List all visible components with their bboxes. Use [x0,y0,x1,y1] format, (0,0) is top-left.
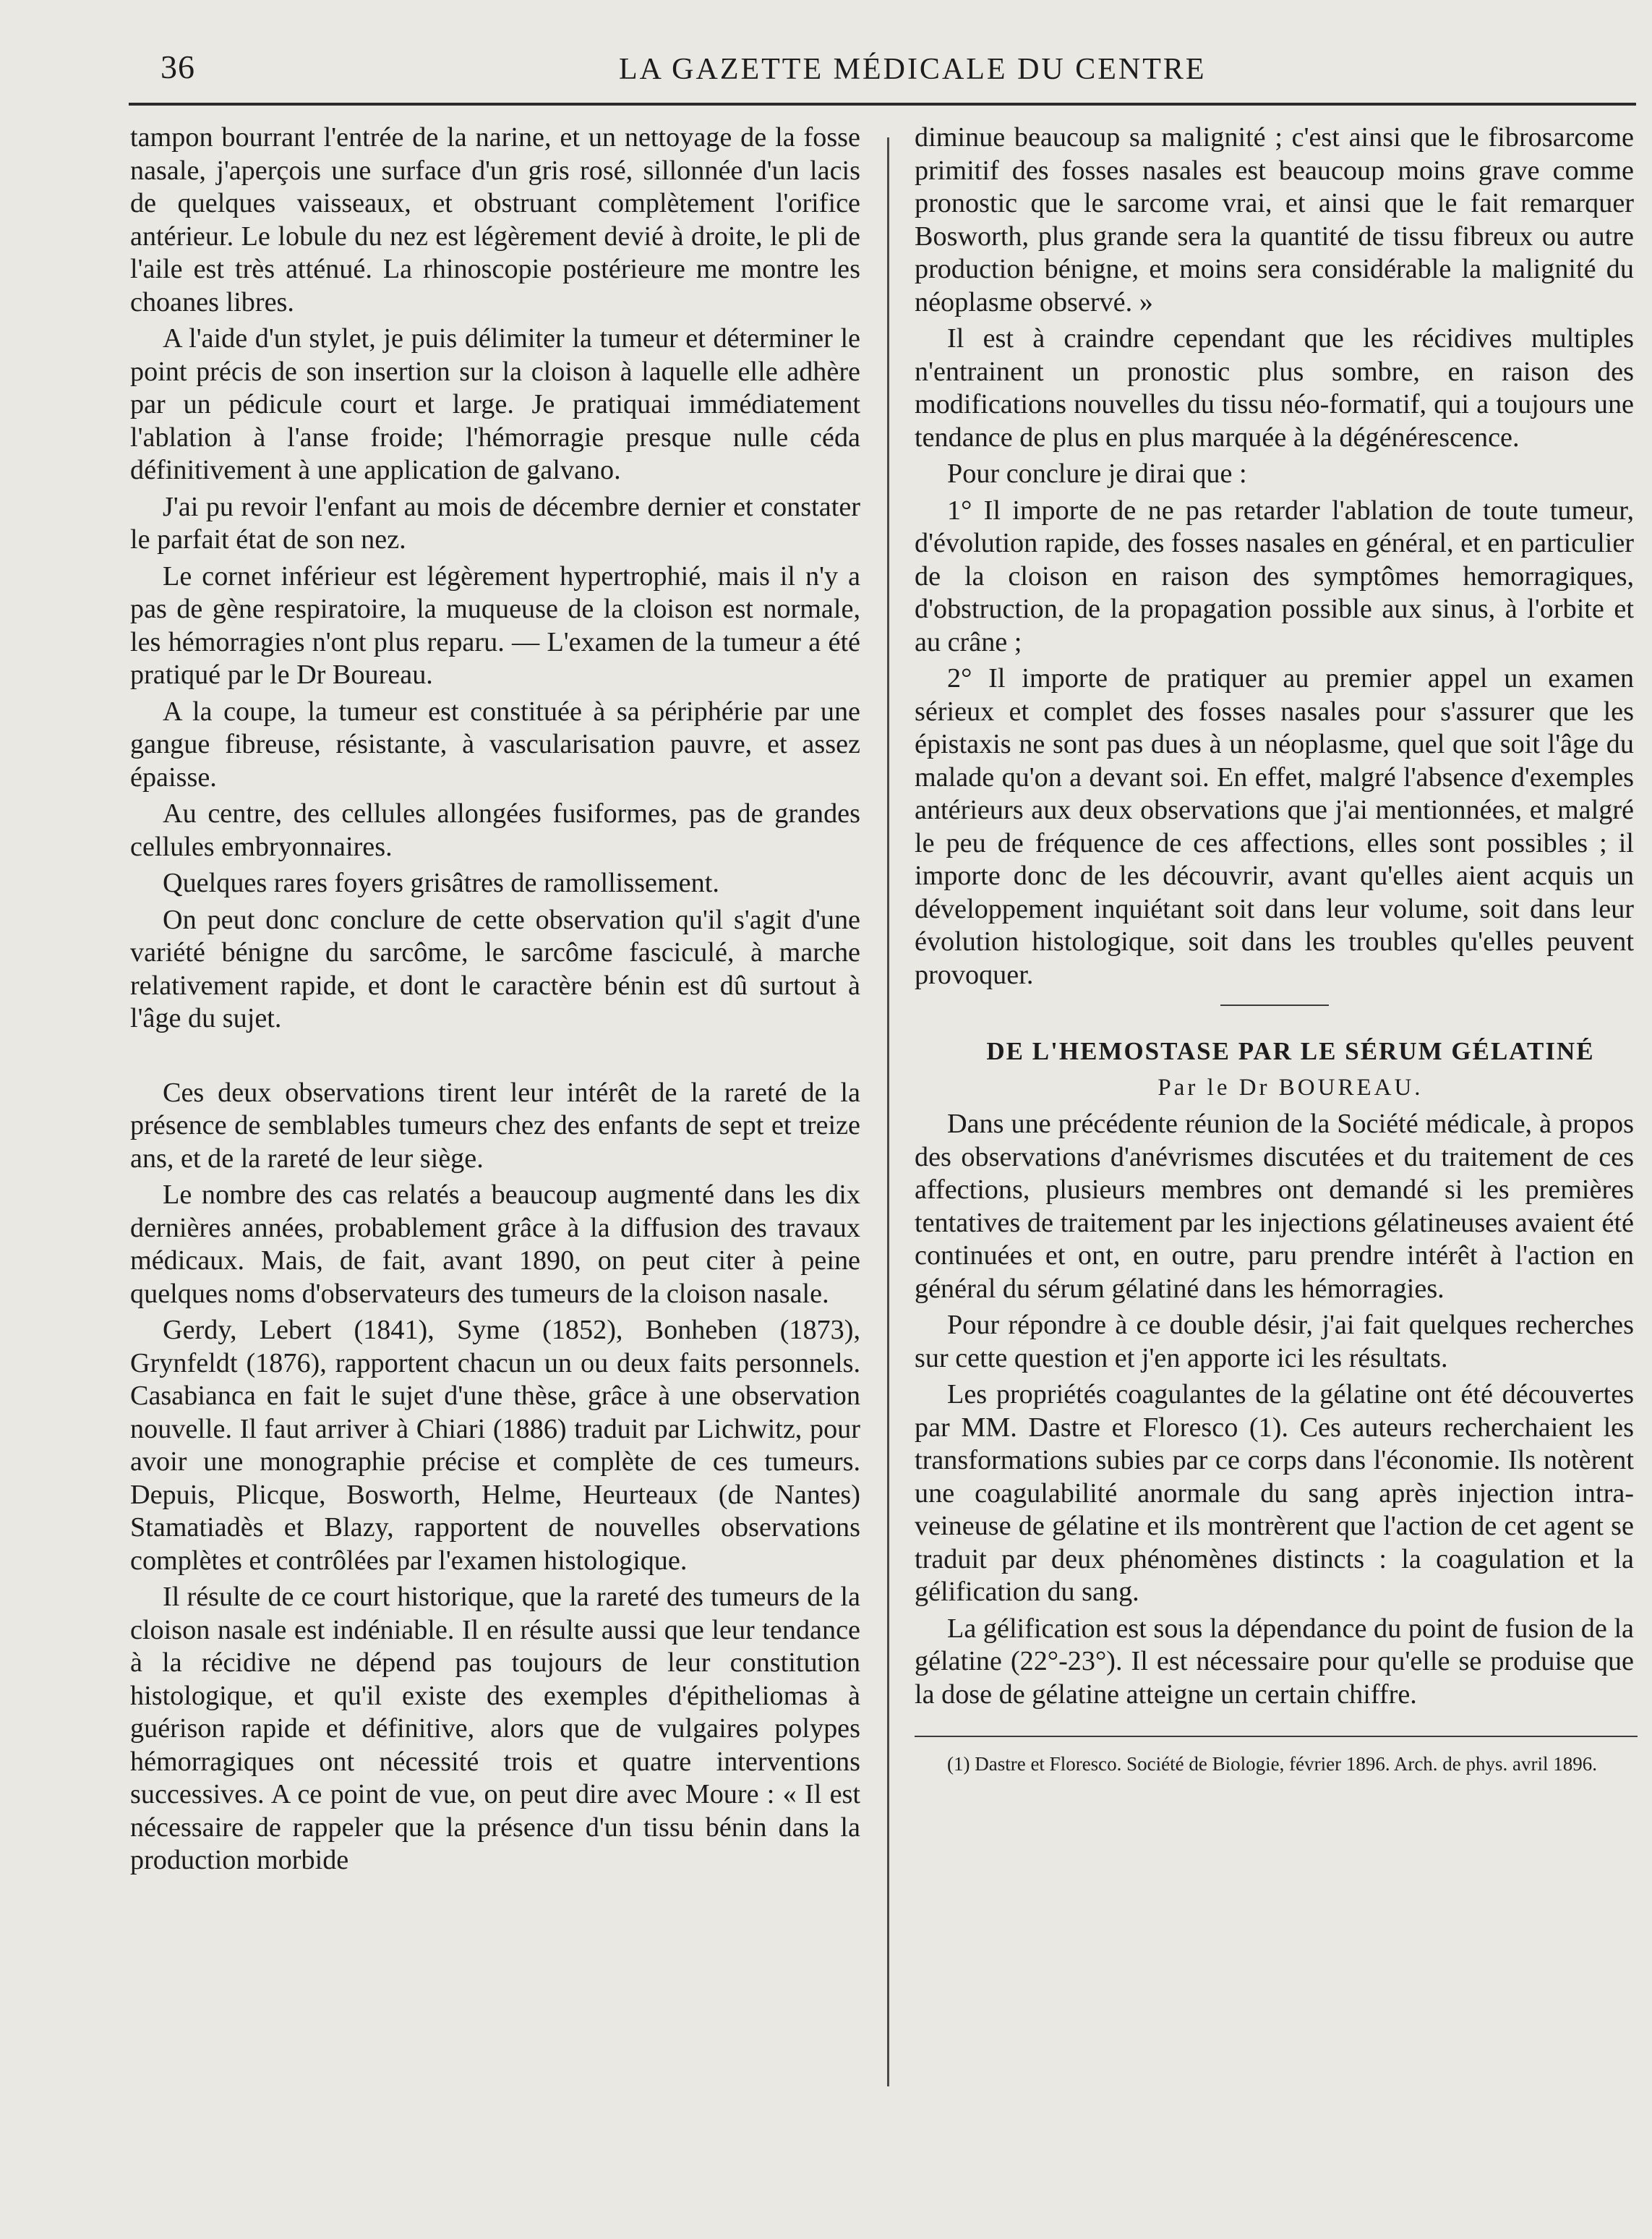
paragraph: Le cornet inférieur est légèrement hypertrophié, mais il n'y a pas de gène respiratoire, la muqueuse de la cloison est normale, les hémorragies n'ont plus reparu. — L'examen de la tumeur a été pratiqué par le Dr Boureau. [130,560,860,690]
header-rule [129,103,1636,106]
paragraph: A la coupe, la tumeur est constituée à sa périphérie par une gangue fibreuse, résistante, à vascularisation pauvre, et assez épaisse. [130,696,860,793]
paragraph: Au centre, des cellules allongées fusiformes, pas de grandes cellules embryonnaires. [130,798,860,862]
footnote-rule [915,1736,1638,1737]
article-byline: Par le Dr BOUREAU. [1157,1074,1424,1101]
paragraph: La gélification est sous la dépendance du point de fusion de la gélatine (22°-23°). Il est nécessaire pour qu'elle se produise que la dose de gélatine atteigne un certain chiffre. [915,1613,1634,1710]
paragraph: Les propriétés coagulantes de la gélatine ont été découvertes par MM. Dastre et Floresco (1). Ces auteurs recherchaient les transformations subies par ce corps dans l'économie. Ils notèrent une coagulabilité anormale du sang après injection intra-veineuse de gélatine et ils montrèrent que l'action de cet agent se traduit par deux phénomènes distincts : la coagulation et la gélification du sang. [915,1379,1634,1607]
section-gap [130,1039,860,1077]
footnote: (1) Dastre et Floresco. Société de Biologie, février 1896. Arch. de phys. avril 1896. [947,1753,1598,1775]
right-column [915,121,1634,1780]
paragraph: Pour conclure je dirai que : [947,459,1247,489]
paragraph: diminue beaucoup sa malignité ; c'est ainsi que le fibrosarcome primitif des fosses nasales est beaucoup moins grave comme pronostic que le sarcome vrai, et ainsi que le fait remarquer Bosworth, plus grande sera la quantité de tissu fibreux ou autre production bénigne, et moins sera considérable la malignité du néoplasme observé. » [915,122,1634,317]
paragraph: Quelques rares foyers grisâtres de ramollissement. [163,868,719,898]
paragraph: Dans une précédente réunion de la Société médicale, à propos des observations d'anévrismes discutées et du traitement de ces affections, plusieurs membres ont demandé si les premières tentatives de traitement par les injections gélatineuses avaient été continuées et ont, en outre, paru prendre intérêt à l'action en général du sérum gélatiné dans les hémorragies. [915,1109,1634,1304]
running-title: LA GAZETTE MÉDICALE DU CENTRE [619,53,1207,86]
paragraph: Pour répondre à ce double désir, j'ai fait quelques recherches sur cette question et j'en apporte ici les résultats. [915,1310,1634,1373]
article-title: DE L'HEMOSTASE PAR LE SÉRUM GÉLATINÉ [986,1037,1595,1065]
paragraph: Il est à craindre cependant que les récidives multiples n'entrainent un pronostic plus sombre, en raison des modifications nouvelles du tissu néo-formatif, qui a toujours une tendance de plus en plus marquée à la dégénérescence. [915,323,1634,453]
column-divider [887,137,889,2086]
paragraph: On peut donc conclure de cette observation qu'il s'agit d'une variété bénigne du sarcôme, le sarcôme fasciculé, à marche relativement rapide, et dont le caractère bénin est dû surtout à l'âge du sujet. [130,904,860,1033]
paragraph: Gerdy, Lebert (1841), Syme (1852), Bonheben (1873), Grynfeldt (1876), rapportent chacun un ou deux faits personnels. Casabianca en fait le sujet d'une thèse, grâce à une observation nouvelle. Il faut arriver à Chiari (1886) traduit par Lichwitz, pour avoir une monographie précise et complète de ces tumeurs. Depuis, Plicque, Bosworth, Helme, Heurteaux (de Nantes) Stamatiadès et Blazy, rapportent de nouvelles observations complètes et contrôlées par l'examen histologique. [130,1315,860,1576]
paragraph: Le nombre des cas relatés a beaucoup augmenté dans les dix dernières années, probablement grâce à la diffusion des travaux médicaux. Mais, de fait, avant 1890, on peut citer à peine quelques noms d'observateurs des tumeurs de la cloison nasale. [130,1180,860,1309]
paragraph: Ces deux observations tirent leur intérêt de la rareté de la présence de semblables tumeurs chez des enfants de sept et treize ans, et de la rareté de leur siège. [130,1077,860,1174]
paragraph: J'ai pu revoir l'enfant au mois de décembre dernier et constater le parfait état de son nez. [130,491,860,555]
paragraph: 2° Il importe de pratiquer au premier appel un examen sérieux et complet des fosses nasales pour s'assurer que les épistaxis ne sont pas dues à un néoplasme, quel que soit l'âge du malade qu'on a devant soi. En effet, malgré l'absence d'exemples antérieurs aux deux observations que j'ai mentionnées, et malgré le peu de fréquence de ces affections, elles sont possibles ; il importe donc de les découvrir, avant qu'elles aient acquis un développement inquiétant soit dans leur volume, soit dans leur évolution histologique, soit dans les troubles qu'elles peuvent provoquer. [915,663,1634,990]
left-column [130,121,860,1881]
paragraph: A l'aide d'un stylet, je puis délimiter la tumeur et déterminer le point précis de son insertion sur la cloison à laquelle elle adhère par un pédicule court et large. Je pratiquai immédiatement l'ablation à l'anse froide; l'hémorragie presque nulle céda définitivement à une application de galvano. [130,323,860,485]
paragraph: tampon bourrant l'entrée de la narine, et un nettoyage de la fosse nasale, j'aperçois une surface d'un gris rosé, sillonnée d'un lacis de quelques vaisseaux, et obstruant complètement l'orifice antérieur. Le lobule du nez est légèrement devié à droite, le pli de l'aile est très atténué. La rhinoscopie postérieure me montre les choanes libres. [130,122,860,317]
paragraph: 1° Il importe de ne pas retarder l'ablation de toute tumeur, d'évolution rapide, des fosses nasales en général, et en particulier de la cloison en raison des symptômes hemorragiques, d'obstruction, de la propagation possible aux sinus, à l'orbite et au crâne ; [915,495,1634,657]
paragraph: Il résulte de ce court historique, que la rareté des tumeurs de la cloison nasale est indéniable. Il en résulte aussi que leur tendance à la récidive ne dépend pas toujours de leur constitution histologique, et qu'il existe des exemples d'épitheliomas à guérison rapide et définitive, alors que de vulgaires polypes hémorragiques ont nécessité trois et quatre interventions successives. A ce point de vue, on peut dire avec Moure : « Il est nécessaire de rappeler que la présence d'un tissu bénin dans la production morbide [130,1582,860,1875]
section-separator [1220,1005,1329,1006]
page-number: 36 [161,48,195,85]
